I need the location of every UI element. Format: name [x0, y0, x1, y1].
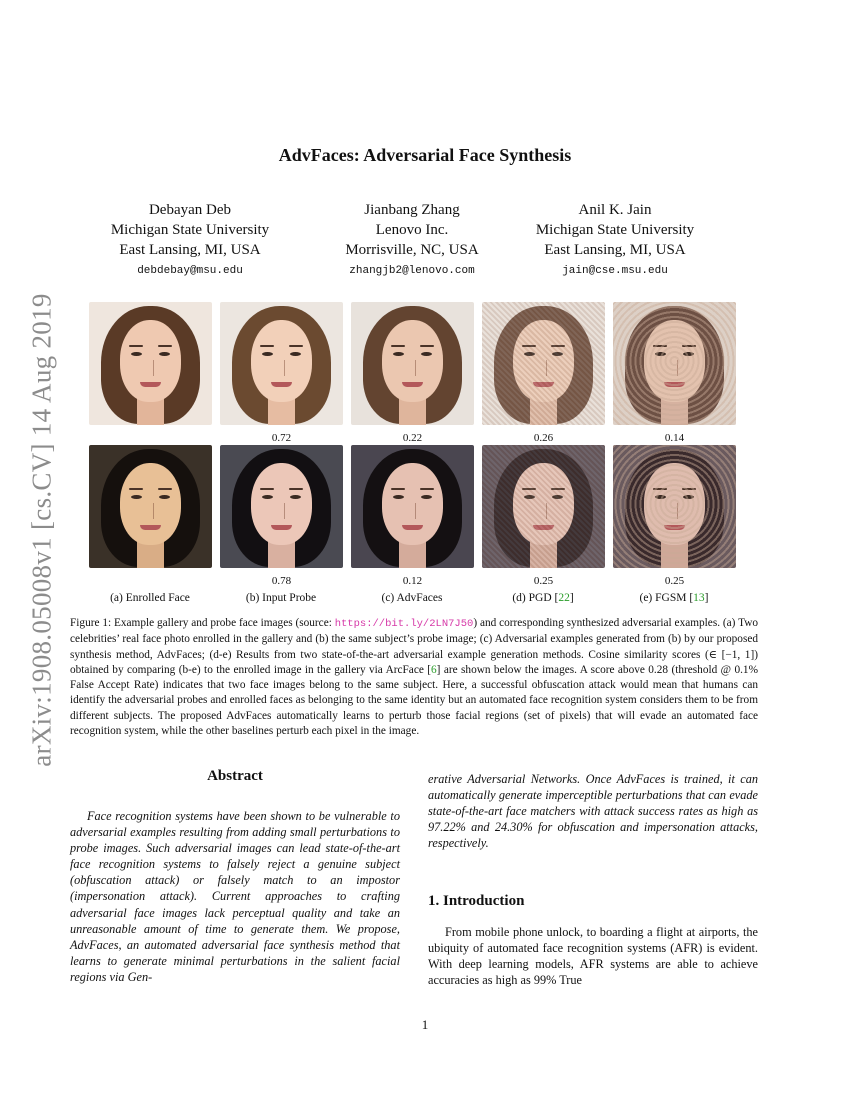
introduction-heading: 1. Introduction: [428, 893, 525, 909]
citation-link[interactable]: 6: [431, 663, 437, 676]
score-fgsm-1: 0.14: [664, 432, 685, 444]
subfigure-label-c: (c) AdvFaces: [381, 592, 443, 604]
face-image-advfaces-2: [351, 445, 474, 568]
score-advfaces-2: 0.12: [402, 575, 423, 587]
face-image-fgsm-2: [613, 445, 736, 568]
figure-caption: Figure 1: Example gallery and probe face images (source: https://bit.ly/2LN7J50) and corresponding synthesized adversarial examples. (a) Two celebrities’ real face photo enrolled in the gallery and (b) the same subject’s probe image; (c) Adversarial examples generated from (b) by our proposed synthesis method, AdvFaces; (d-e) Results from two state-of-the-art adversarial example generation methods. Cosine similarity scores (∈ [−1, 1]) obtained by comparing (b-e) to the enrolled image in the gallery via ArcFace [6] are shown below the images. A score above 0.28 (threshold @ 0.1% False Accept Rate) indicates that two face images belong to the same subject. Here, a successful obfuscation attack would mean that humans can identify the adversarial probes and enrolled faces as belonging to the same identity but an automated face recognition system considers them to be from different subjects. The proposed AdvFaces automatically learns to perturb those facial regions (set of pixels) that will evade an automated face recognition system, while the other baselines perturb each pixel in the image.: [70, 617, 758, 738]
arxiv-stamp: arXiv:1908.05008v1 [cs.CV] 14 Aug 2019: [26, 293, 57, 767]
author-block-1: [70, 200, 310, 279]
face-image-enrolled-2: [89, 445, 212, 568]
author-block-3: [495, 200, 735, 279]
face-image-pgd-2: [482, 445, 605, 568]
subfigure-label-b: (b) Input Probe: [245, 592, 317, 604]
author-affiliation: Lenovo Inc.: [375, 222, 449, 238]
face-image-advfaces-1: [351, 302, 474, 425]
subfigure-label-e: (e) FGSM [13]: [639, 592, 709, 604]
author-email[interactable]: jain@cse.msu.edu: [562, 265, 668, 277]
score-pgd-2: 0.25: [533, 575, 554, 587]
abstract-body: Face recognition systems have been shown to be vulnerable to adversarial examples resulting from adding small perturbations to probe images. Such adversarial images can lead state-of-the-art face recognition systems to falsely reject a genuine subject (obfuscation attack) or falsely match to an impostor (impersonation attack). Current approaches to crafting adversarial face images lack perceptual quality and take an unreasonable amount of time to generate them. We propose, AdvFaces, an automated adversarial face synthesis method that learns to generate minimal perturbations in the salient facial regions via Gen-: [70, 809, 400, 984]
face-image-probe-1: [220, 302, 343, 425]
citation-link[interactable]: 22: [558, 592, 570, 604]
score-probe-1: 0.72: [271, 432, 292, 444]
score-probe-2: 0.78: [271, 575, 292, 587]
author-email[interactable]: debdebay@msu.edu: [137, 265, 243, 277]
subfigure-label-a: (a) Enrolled Face: [110, 592, 190, 604]
score-advfaces-1: 0.22: [402, 432, 423, 444]
score-fgsm-2: 0.25: [664, 575, 685, 587]
abstract-body-continued: erative Adversarial Networks. Once AdvFaces is trained, it can automatically generate imperceptible perturbations that can evade state-of-the-art face matchers with attack success rates as high as 97.22% and 24.30% for obfuscation and impersonation attacks, respectively.: [428, 772, 758, 851]
paper-title: AdvFaces: Adversarial Face Synthesis: [278, 145, 572, 165]
introduction-body: From mobile phone unlock, to boarding a flight at airports, the ubiquity of automated face recognition systems (AFR) is evident. With deep learning models, AFR systems are able to achieve accuracies as high as 99% True: [428, 925, 758, 988]
author-location: Morrisville, NC, USA: [345, 242, 479, 258]
author-name: Jianbang Zhang: [364, 202, 460, 218]
face-image-enrolled-1: [89, 302, 212, 425]
author-affiliation: Michigan State University: [110, 222, 270, 238]
face-image-probe-2: [220, 445, 343, 568]
score-pgd-1: 0.26: [533, 432, 554, 444]
face-image-fgsm-1: [613, 302, 736, 425]
page-number: 1: [421, 1017, 429, 1032]
source-url-link[interactable]: https://bit.ly/2LN7J50: [334, 618, 474, 630]
author-name: Anil K. Jain: [578, 202, 652, 218]
author-affiliation: Michigan State University: [535, 222, 695, 238]
abstract-heading: Abstract: [207, 768, 263, 784]
subfigure-label-d: (d) PGD [22]: [512, 592, 574, 604]
face-image-pgd-1: [482, 302, 605, 425]
author-location: East Lansing, MI, USA: [544, 242, 686, 258]
author-email[interactable]: zhangjb2@lenovo.com: [349, 265, 475, 277]
author-name: Debayan Deb: [148, 202, 232, 218]
author-location: East Lansing, MI, USA: [119, 242, 261, 258]
citation-link[interactable]: 13: [693, 592, 705, 604]
